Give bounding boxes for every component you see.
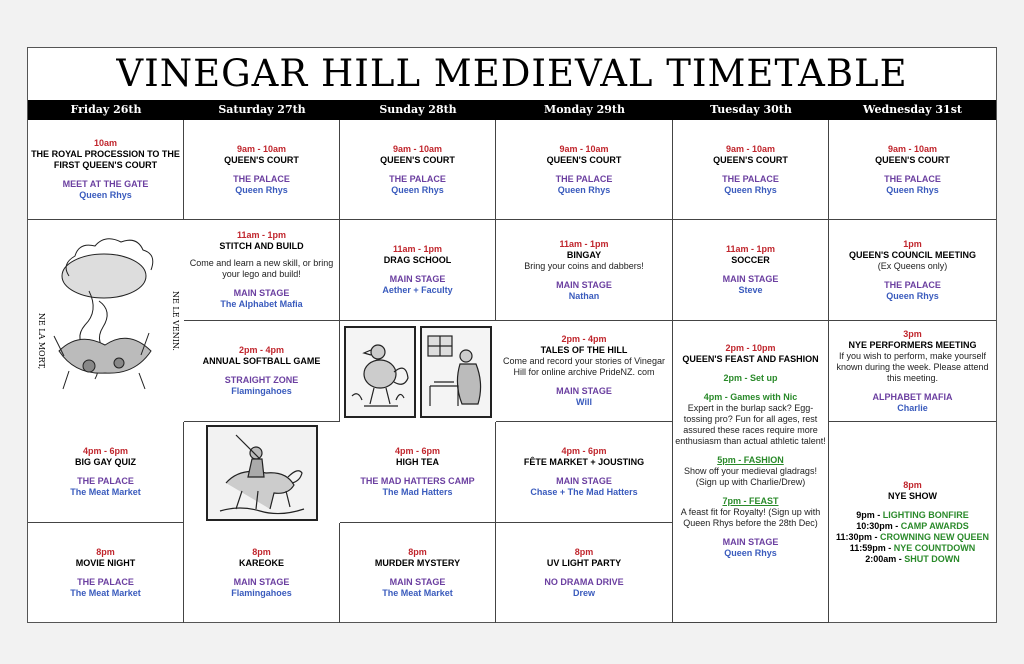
event-host: Charlie — [897, 402, 928, 413]
nye-schedule-item — [856, 510, 969, 521]
event-host: The Mad Hatters — [382, 487, 453, 497]
event-cell — [340, 523, 496, 623]
event-cell — [340, 120, 496, 220]
page-title: VINEGAR HILL MEDIEVAL TIMETABLE — [116, 52, 908, 95]
timetable-poster — [27, 47, 997, 623]
event-time: 2pm - 4pm — [561, 334, 607, 344]
event-location: THE PALACE — [77, 476, 134, 486]
event-time: 8pm — [574, 547, 594, 557]
event-time: 11am - 1pm — [559, 238, 609, 249]
event-cell — [184, 523, 340, 623]
event-location: MAIN STAGE — [233, 288, 290, 298]
event-title: THE ROYAL PROCESSION TO THE FIRST QUEEN'S COURT — [31, 149, 180, 170]
event-title: BIG GAY QUIZ — [74, 457, 136, 467]
feast-fashion-description: Show off your medieval gladrags! (Sign up with Charlie/Drew) — [684, 466, 817, 487]
event-cell — [829, 120, 996, 220]
event-time: 11am - 1pm — [236, 230, 287, 240]
event-description: Bring your coins and dabbers! — [524, 260, 644, 271]
event-cell — [496, 220, 673, 321]
event-time: 4pm - 6pm — [561, 446, 607, 456]
nye-schedule-item — [865, 554, 960, 565]
feast-fashion-time: 5pm - FASHION — [717, 455, 784, 465]
event-title: TALES OF THE HILL — [540, 345, 628, 355]
event-cell — [28, 422, 184, 523]
event-location: MAIN STAGE — [233, 577, 290, 587]
event-time: 2pm - 4pm — [238, 345, 284, 355]
event-title: FÊTE MARKET + JOUSTING — [523, 457, 645, 467]
event-location: MAIN STAGE — [722, 537, 779, 547]
event-host: The Meat Market — [70, 588, 141, 598]
event-description: Come and record your stories of Vinegar Hill for online archive PrideNZ. com — [503, 356, 665, 377]
nye-item-event: CROWNING NEW QUEEN — [880, 532, 990, 542]
event-host: Aether + Faculty — [382, 285, 453, 295]
event-host: Chase + The Mad Hatters — [530, 487, 638, 497]
event-title: QUEEN'S COURT — [546, 154, 622, 165]
event-cell — [184, 220, 340, 321]
event-cell — [340, 422, 496, 523]
event-cell — [184, 321, 340, 422]
event-cell — [829, 321, 996, 422]
event-time: 1pm — [903, 238, 922, 249]
event-host: Queen Rhys — [391, 184, 444, 195]
event-cell — [340, 220, 496, 321]
event-host: Flamingahoes — [231, 386, 292, 396]
day-header: Monday 29th — [544, 103, 625, 116]
event-host: Drew — [572, 588, 595, 598]
day-header: Wednesday 31st — [863, 103, 962, 116]
event-host: Queen Rhys — [886, 290, 939, 301]
event-host: Queen Rhys — [724, 184, 777, 195]
event-host: The Alphabet Mafia — [220, 299, 303, 309]
event-time: 9am - 10am — [559, 143, 609, 154]
feast-feast-time: 7pm - FEAST — [722, 496, 779, 506]
day-header: Saturday 27th — [218, 103, 306, 116]
event-time: 9am - 10am — [725, 143, 776, 154]
dragon-woodcut-illustration — [28, 220, 184, 422]
event-location: THE PALACE — [233, 173, 290, 184]
art-right-motto: NE LE VENIN. — [171, 291, 180, 351]
event-time: 10am — [93, 138, 118, 148]
event-title: NYE PERFORMERS MEETING — [848, 339, 977, 350]
event-time: 8pm — [408, 547, 427, 557]
feast-games-description: Expert in the burlap sack? Egg-tossing pro? Fun for all ages, rest assured these races require more enthusiasm than actual athletic talent! — [675, 403, 826, 446]
event-time: 4pm - 6pm — [82, 446, 128, 456]
event-cell — [496, 523, 673, 623]
bird-woodcut-image — [344, 326, 416, 418]
feast-setup-time: 2pm - Set up — [723, 373, 778, 383]
woodcut-pair-illustration — [340, 321, 496, 422]
event-time: 9am - 10am — [392, 143, 443, 154]
event-time: 8pm — [96, 547, 115, 557]
day-header: Tuesday 30th — [710, 103, 792, 116]
event-time: 8pm — [252, 547, 271, 557]
event-title: BINGAY — [566, 249, 602, 260]
nye-schedule-item — [836, 532, 989, 543]
event-time: 3pm — [903, 328, 922, 339]
event-time: 4pm - 6pm — [394, 446, 440, 456]
event-location: MAIN STAGE — [556, 476, 612, 486]
event-host: Queen Rhys — [235, 184, 288, 195]
event-location: MAIN STAGE — [389, 577, 446, 587]
nye-schedule-item — [856, 521, 969, 532]
event-time: 9am - 10am — [236, 143, 287, 154]
nye-item-event: SHUT DOWN — [904, 554, 960, 564]
event-host: The Meat Market — [382, 588, 453, 598]
event-location: MAIN STAGE — [556, 386, 612, 396]
event-host: The Meat Market — [70, 487, 141, 497]
timetable-grid — [28, 120, 996, 623]
event-time: 11am - 1pm — [725, 244, 776, 254]
nye-item-event: NYE COUNTDOWN — [893, 543, 976, 553]
event-title: MURDER MYSTERY — [374, 558, 461, 568]
event-title: QUEEN'S COURT — [224, 154, 299, 165]
feast-feast-description: A feast fit for Royalty! (Sign up with Queen Rhys before the 28th Dec) — [680, 507, 821, 528]
nye-item-time: 2:00am - — [865, 554, 905, 564]
event-location: THE PALACE — [77, 577, 134, 587]
event-title: QUEEN'S COURT — [380, 154, 455, 165]
nye-item-event: CAMP AWARDS — [900, 521, 969, 531]
event-cell — [496, 321, 673, 422]
event-location: THE PALACE — [884, 173, 941, 184]
knight-woodcut-illustration — [184, 422, 340, 523]
event-cell — [28, 523, 184, 623]
event-cell — [184, 120, 340, 220]
day-header: Sunday 28th — [379, 103, 457, 116]
feast-games-time: 4pm - Games with Nic — [703, 392, 798, 402]
event-time: 9am - 10am — [887, 143, 938, 154]
event-time: 11am - 1pm — [392, 244, 443, 254]
event-cell — [496, 120, 673, 220]
event-host: Queen Rhys — [724, 548, 777, 558]
event-location: THE PALACE — [884, 279, 941, 290]
event-title: ANNUAL SOFTBALL GAME — [202, 356, 321, 366]
event-title: QUEEN'S COURT — [713, 154, 788, 165]
nye-item-time: 10:30pm - — [856, 521, 901, 531]
art-left-motto: NE LA MORT, — [37, 312, 46, 370]
event-title: HIGH TEA — [395, 457, 439, 467]
event-title: MOVIE NIGHT — [75, 558, 136, 568]
nye-schedule-item — [850, 543, 976, 554]
event-title: KAREOKE — [238, 558, 284, 568]
event-description: (Ex Queens only) — [877, 260, 948, 271]
event-title: QUEEN'S COUNCIL MEETING — [849, 249, 976, 260]
event-host: Queen Rhys — [79, 190, 132, 200]
event-cell — [673, 120, 829, 220]
event-title: SOCCER — [731, 255, 770, 265]
event-location: NO DRAMA DRIVE — [544, 577, 624, 587]
event-cell — [829, 220, 996, 321]
day-header: Friday 26th — [70, 103, 142, 116]
event-title: NYE SHOW — [887, 491, 937, 501]
event-host: Queen Rhys — [886, 184, 939, 195]
nye-item-event: LIGHTING BONFIRE — [882, 510, 969, 520]
event-title: DRAG SCHOOL — [383, 255, 452, 265]
event-description: Come and learn a new skill, or bring your lego and build! — [189, 258, 334, 279]
event-host: Steve — [738, 285, 763, 295]
day-header-row — [28, 100, 996, 120]
dragon-woodcut-image — [29, 221, 183, 421]
event-location: THE MAD HATTERS CAMP — [360, 476, 475, 486]
event-location: MAIN STAGE — [722, 274, 779, 284]
event-title: QUEEN'S FEAST AND FASHION — [682, 354, 819, 364]
event-description: If you wish to perform, make yourself known during the week. Please attend this meeting. — [836, 350, 989, 383]
event-title: QUEEN'S COURT — [875, 154, 950, 165]
event-cell — [673, 220, 829, 321]
event-time: 8pm — [903, 480, 922, 490]
event-host: Nathan — [568, 290, 600, 301]
event-host: Queen Rhys — [557, 184, 611, 195]
event-title: STITCH AND BUILD — [219, 241, 304, 251]
event-location: THE PALACE — [389, 173, 446, 184]
event-location: MEET AT THE GATE — [62, 179, 149, 189]
event-location: STRAIGHT ZONE — [224, 375, 299, 385]
queens-feast-cell — [673, 321, 829, 623]
event-title: UV LIGHT PARTY — [546, 558, 622, 568]
event-cell — [496, 422, 673, 523]
nye-item-time: 11:30pm - — [835, 532, 881, 542]
event-host: Will — [576, 397, 592, 407]
scholar-woodcut-image — [420, 326, 492, 418]
event-location: THE PALACE — [722, 173, 779, 184]
event-location: MAIN STAGE — [389, 274, 446, 284]
nye-show-cell — [829, 422, 996, 623]
event-time: 2pm - 10pm — [725, 343, 776, 353]
event-location: MAIN STAGE — [556, 279, 612, 290]
event-location: THE PALACE — [555, 173, 613, 184]
knight-woodcut-image — [206, 425, 318, 521]
event-cell — [28, 120, 184, 220]
nye-item-time: 9pm - — [856, 510, 883, 520]
event-host: Flamingahoes — [231, 588, 292, 598]
nye-item-time: 11:59pm - — [849, 543, 894, 553]
event-location: ALPHABET MAFIA — [872, 391, 953, 402]
